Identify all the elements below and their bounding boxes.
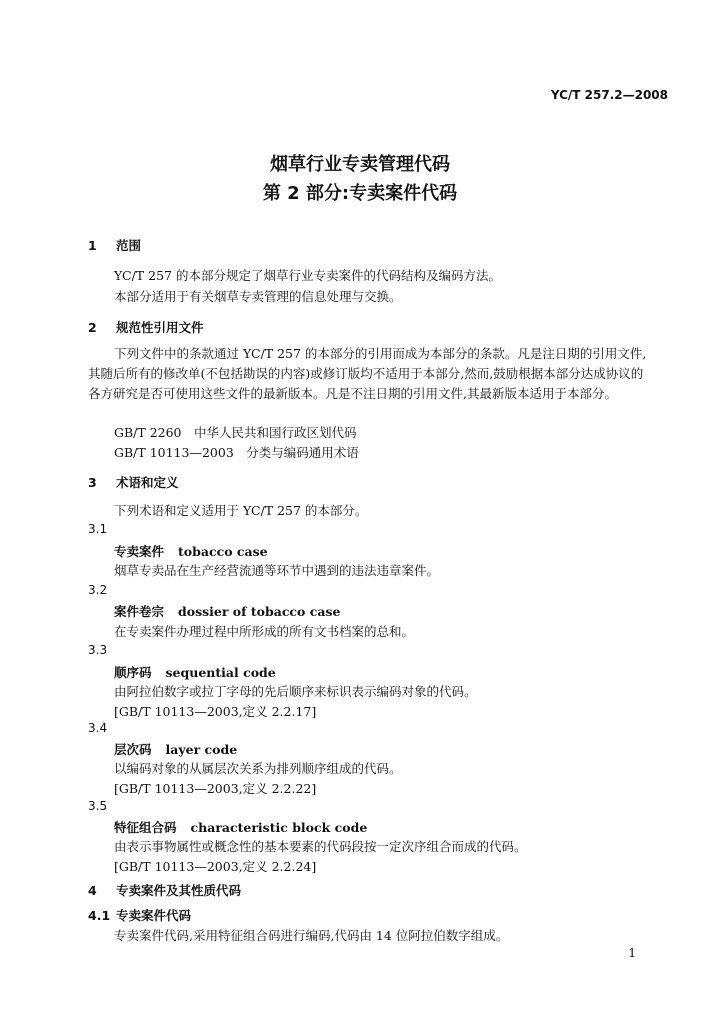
term-english: layer code xyxy=(165,742,238,757)
term-definition: 在专卖案件办理过程中所形成的所有文书档案的总和。 xyxy=(114,624,415,639)
page-number: 1 xyxy=(628,946,636,960)
term-chinese: 顺序码 xyxy=(114,665,152,680)
subsection-number: 4.1 xyxy=(88,908,111,923)
term-heading xyxy=(114,740,237,758)
term-english: tobacco case xyxy=(178,544,268,559)
term-english: dossier of tobacco case xyxy=(178,604,341,619)
title-line-1: 烟草行业专卖管理代码 xyxy=(270,154,450,175)
term-number: 3.5 xyxy=(88,799,108,813)
subsection-4-1-text: 专卖案件代码,采用特征组合码进行编码,代码由 14 位阿拉伯数字组成。 xyxy=(114,928,509,943)
section-2-heading xyxy=(88,318,204,336)
title-line-2: 第 2 部分:专卖案件代码 xyxy=(262,183,458,204)
term-reference: [GB/T 10113—2003,定义 2.2.24] xyxy=(114,859,317,874)
term-english: characteristic block code xyxy=(190,820,368,835)
term-number: 3.2 xyxy=(88,583,108,597)
term-chinese: 专卖案件 xyxy=(114,544,165,559)
document-number: YC/T 257.2—2008 xyxy=(550,88,668,102)
section-2-paragraph: 下列文件中的条款通过 YC/T 257 的本部分的引用而成为本部分的条款。凡是注日期的引用文件,其随后所有的修改单(不包括勘误的内容)或修订版均不适用于本部分,然而,鼓励根据本部分达成协议的各方研究是否可使用这些文件的最新版本。凡是不注日期的引用文件,其最新版本适用于本部分。 xyxy=(88,346,647,401)
term-definition: 由阿拉伯数字或拉丁字母的先后顺序来标识表示编码对象的代码。 xyxy=(114,684,477,699)
section-title: 专卖案件及其性质代码 xyxy=(116,883,242,898)
term-english: sequential code xyxy=(165,665,276,680)
section-4-heading xyxy=(88,881,241,899)
term-definition: 以编码对象的从属层次关系为排列顺序组成的代码。 xyxy=(114,761,402,776)
section-title: 规范性引用文件 xyxy=(116,320,204,335)
term-definition: 由表示事物属性或概念性的基本要素的代码段按一定次序组合而成的代码。 xyxy=(114,839,527,854)
term-reference: [GB/T 10113—2003,定义 2.2.17] xyxy=(114,704,317,719)
subsection-title: 专卖案件代码 xyxy=(116,908,192,923)
section-title: 范围 xyxy=(116,238,142,253)
term-chinese: 层次码 xyxy=(114,742,152,757)
term-definition: 烟草专卖品在生产经营流通等环节中遇到的违法违章案件。 xyxy=(114,563,440,578)
term-number: 3.3 xyxy=(88,643,108,657)
section-number: 1 xyxy=(88,238,97,253)
section-3-heading xyxy=(88,473,179,491)
term-heading xyxy=(114,818,367,836)
term-heading xyxy=(114,542,268,560)
section-title: 术语和定义 xyxy=(116,475,179,490)
subsection-4-1-heading xyxy=(88,906,191,924)
reference-item: GB/T 10113—2003 分类与编码通用术语 xyxy=(114,445,359,460)
term-number: 3.1 xyxy=(88,522,108,536)
section-3-intro: 下列术语和定义适用于 YC/T 257 的本部分。 xyxy=(114,503,368,518)
term-chinese: 特征组合码 xyxy=(114,820,177,835)
section-number: 4 xyxy=(88,883,97,898)
section-1-line-2: 本部分适用于有关烟草专卖管理的信息处理与交换。 xyxy=(114,289,402,304)
section-number: 2 xyxy=(88,320,97,335)
section-number: 3 xyxy=(88,475,97,490)
term-chinese: 案件卷宗 xyxy=(114,604,165,619)
term-number: 3.4 xyxy=(88,721,108,735)
section-1-line-1: YC/T 257 的本部分规定了烟草行业专卖案件的代码结构及编码方法。 xyxy=(114,268,501,283)
term-reference: [GB/T 10113—2003,定义 2.2.22] xyxy=(114,781,317,796)
section-1-heading xyxy=(88,236,141,254)
term-heading xyxy=(114,663,276,681)
reference-item: GB/T 2260 中华人民共和国行政区划代码 xyxy=(114,425,357,440)
term-heading xyxy=(114,602,340,620)
